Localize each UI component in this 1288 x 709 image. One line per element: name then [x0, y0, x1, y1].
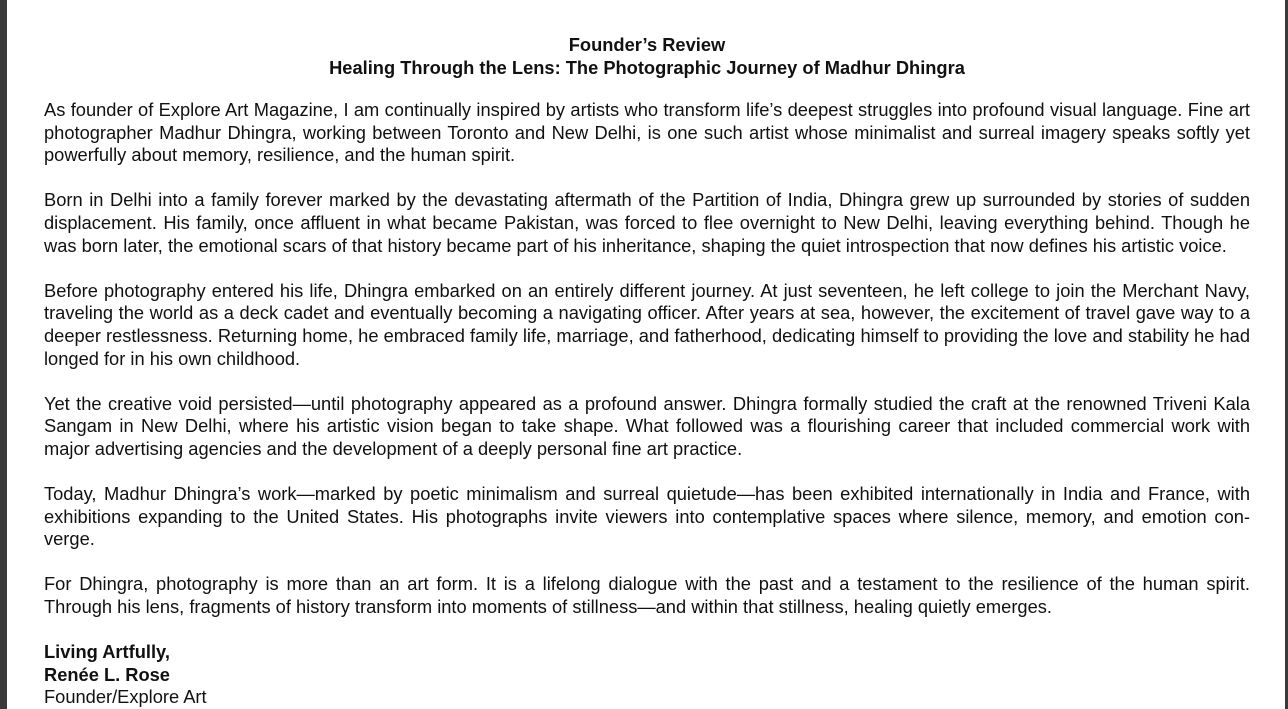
signoff: Living Artfully, [44, 641, 170, 663]
paragraph-1: As founder of Explore Art Magazine, I am continually inspired by artists who transform life’s deepest struggles into profound visual language. Fine art photographer Madhur Dhingra, working between Toronto and New Delhi, is one such artist whose minimalist and surreal imagery speaks softly yet powerfully about memory, resilience, and the human spirit. [44, 99, 1250, 166]
window-left-edge [0, 0, 7, 709]
paragraph-3: Before photography entered his life, Dhingra embarked on an entirely different journey. At just seventeen, he left college to join the Merchant Navy, traveling the world as a deck cadet and eventually becoming a navigating officer. After years at sea, however, the excitement of travel gave way to a deeper restlessness. Returning home, he embraced family life, marriage, and fatherhood, dedicating himself to providing the love and stability he had longed for in his own childhood. [44, 279, 1250, 369]
document-page [44, 33, 1250, 709]
document-heading: Founder’s Review [568, 34, 726, 55]
author-name: Renée L. Rose [44, 663, 170, 685]
paragraph-4: Yet the creative void persisted—until photography appeared as a profound answer. Dhingra formally studied the craft at the renowned Triveni Kala Sangam in New Delhi, where his artistic vision began to take shape. What followed was a flourishing career that included commercial work with major advertising agencies and the development of a deeply personal fine art practice. [44, 392, 1250, 459]
document-subheading: Healing Through the Lens: The Photographic Journey of Madhur Dhingra [329, 57, 965, 78]
paragraph-6: For Dhingra, photography is more than an art form. It is a lifelong dialogue with the past and a testament to the resilience of the human spirit. Through his lens, fragments of history transform into moments of stillness—and within that stillness, healing quietly emerges. [44, 573, 1250, 618]
paragraph-5: Today, Madhur Dhingra’s work—marked by poetic minimalism and surreal quietude—has been exhibited internationally in India and France, with exhibitions expanding to the United States. His photographs invite viewers into contemplative spaces where silence, memory, and emotion con-verge. [44, 483, 1250, 550]
author-title: Founder/Explore Art [44, 686, 207, 708]
paragraph-2: Born in Delhi into a family forever marked by the devastating aftermath of the Partition of India, Dhingra grew up surrounded by stories of sudden displacement. His family, once affluent in what became Pakistan, was forced to flee overnight to New Delhi, leaving everything behind. Though he was born later, the emotional scars of that history became part of his inheritance, shaping the quiet introspection that now defines his artistic voice. [44, 189, 1250, 256]
